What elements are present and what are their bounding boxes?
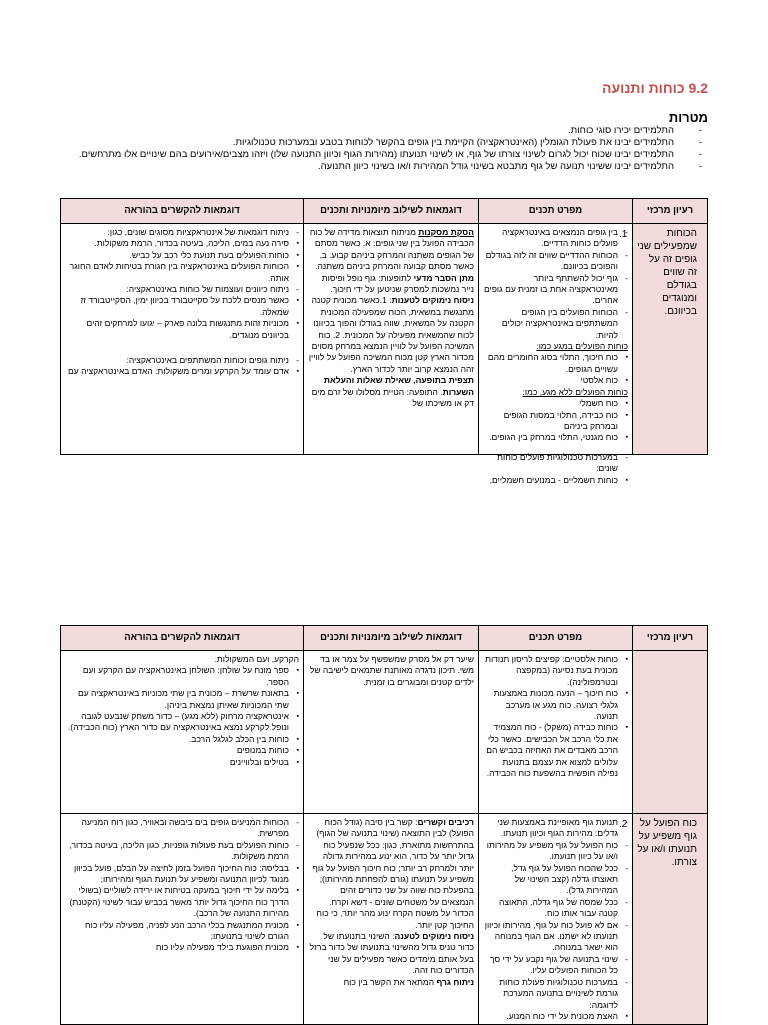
content-item: - ככל שהכוח הפועל על גוף גדל, תאוצתו גדלה (קצב השינוי של המהירות גדל). <box>483 863 628 897</box>
goal-item: - התלמידים יבינו שכוח יכול לגרום לשינוי צורתו של גוף, או לשינוי תנועתו (מהירות הגוף וכיוון התנועה שלו) ויזהו מצבים/אירועים בהם שינויים אלו מתרחשים. <box>58 149 708 161</box>
header-content: מפרט תכנים <box>479 626 633 651</box>
goal-item: - התלמידים יכירו סוגי כוחות. <box>58 125 708 137</box>
content-item: ▪ כוח אלסטי <box>483 375 628 386</box>
header-content: מפרט תכנים <box>479 199 633 224</box>
skills-cell <box>304 651 479 814</box>
context-item: ▪ הכוחות הפועלים באינטראקציה בין חגורת בטיחות לאדם החוגר אותה. <box>65 261 299 284</box>
context-item: - הכוחות המניעים גופים בים ביבשה ובאוויר, כגון רוח המניעה מפרשית. <box>65 817 299 840</box>
content-item: - הכוחות ההדדיים שווים זה לזה בגודלם והפוכים בכיוונם. <box>483 250 628 273</box>
skill-keyword: הסקת מסקנות <box>418 227 474 237</box>
content-item: - כוח הפועל על גוף משפיע על מהירותו ו/או על כיוון תנועתו. <box>483 840 628 863</box>
header-contexts: דוגמאות להקשרים בהוראה <box>61 199 304 224</box>
content-cell <box>479 814 633 1025</box>
header-contexts: דוגמאות להקשרים בהוראה <box>61 626 304 651</box>
context-item: ▪ מכוניות זהות מתנגשות בלונה פארק – יגועו למרחקים זהים בכיוונים מנוגדים. <box>65 318 299 341</box>
page-title: 9.2 כוחות ותנועה <box>602 80 708 96</box>
content-item: - הכוחות הפועלים בין הגופים המשתתפים באינטראקציה יכולים להיות: <box>483 307 628 341</box>
context-item: הקרקע, ועם המשקולות. <box>214 654 299 664</box>
content-item: - במערכות טכנולוגיות פעולת כוחות גורמת לשינויים בתנועה המערכת לדוגמה: <box>483 977 628 1011</box>
content-item: ▪ כוחות חשמליים - במנועים חשמליים, <box>483 475 628 486</box>
header-idea: רעיון מרכזי <box>633 199 708 224</box>
content-item: - שינוי בתנועה של גוף נקבע על ידי סך כל הכוחות הפועלים עליו. <box>483 954 628 977</box>
context-item: - ניתוח גופים וכוחות המשתתפים באינטראקציה: <box>65 355 299 366</box>
context-item: ▪ מכונית המתנגשת בכלי הרכב הנע לפניה, מפעילה עליו כוח הגורם לשינוי בתנועתו; <box>65 920 299 943</box>
goals-list <box>58 125 708 173</box>
skill-keyword: רכיבים וקשרים <box>417 817 474 827</box>
content-item: - ככל שמסה של גוף גדלה, התאוצה קטנה עבור אותו כוח. <box>483 897 628 920</box>
context-item: ▪ בתאונת שרשרת – מכונית בין שתי מכוניות באינטראקציה עם שתי המכוניות שאיתן נמצאת ביניהן. <box>65 688 299 711</box>
content-item: ▪ כוח חיכוך – הנעה מכונות באמצעות גלגלי רצועה. כוח מגע או מערכב תנועה. <box>483 688 628 722</box>
context-item: ▪ אדם עומד על הקרקע ומרים משקולות: האדם באינטראקציה עם <box>65 366 299 377</box>
idea-text: הכוחות שמפעילים שני גופים זה על זה שווים בגודלם ומנוגדים בכיוונם. <box>637 228 697 317</box>
skill-keyword: ניסוח נימוקים לטענה <box>394 931 474 942</box>
curriculum-table-1 <box>60 198 708 485</box>
skill-text: . התופעה: הטיית מסלולו של זרם מים דק או משיכתו של <box>311 386 474 409</box>
skill-keyword: מתן הסבר מדעי <box>413 272 474 283</box>
context-item: ▪ מכונית הפוגעת בילד מפעילה עליו כוח <box>65 942 299 953</box>
skill-text: : קשר בין סיבה (גודל הכוח הפועל) לבין התוצאה (שינוי בתנועה של הגוף) בהתרחשות מתוארת, כגון: ככל שנפעיל כוח גדול יותר על כדור, הוא ינוע במהירות גדולה יותר ולמרחק רב יותר; כוח חיכוך הפועל על גוף משפיע על תנועתו (גורם להפחתת מהירותו); בהפעלת כוח שווה על שני כדורים זהים הנמצאים על משטחים שונים - דשא וקרח. הכדור על משטח הקרח ינוע מהר יותר, כי כוח החיכוך קטן יותר. <box>312 817 474 930</box>
idea-cell <box>619 224 708 455</box>
context-item: ▪ כוחות במנופים <box>65 745 299 756</box>
contexts-cell <box>61 651 304 814</box>
contact-heading: כוחות הפועלים במגע כמו: <box>536 341 628 352</box>
content-item: ▪ כוח חיכוך, התלוי בסוג החומרים מהם עשויים הגופים. <box>483 352 628 375</box>
skill-text: לתופעות: גוף נופל ופיסות נייר נמשכות למסרק שניטען על ידי חיכוך. <box>321 272 474 295</box>
content-item: ▪ כוח כבידה, התלוי במסות הגופים ובמרחק ביניהם <box>483 410 628 433</box>
skill-text: : השינוי בתנועתו של כדור טניס גדול מהשינוי בתנועתו של כדור ברזל בעל אותם מימדים כאשר מפעילים על שני הכדורים כוח זהה. <box>309 931 474 976</box>
idea-text: כוח הפועל על גוף משפיע על תנועתו ו/או על צורתו. <box>637 818 697 868</box>
goals-heading: מטרות <box>668 110 708 125</box>
context-item: ▪ בטילים ובלוויינים <box>65 757 299 768</box>
content-item: - גוף יכול להשתתף ביותר מאינטראקציה אחת בו זמנית עם גופים אחרים. <box>483 273 628 307</box>
contexts-cell <box>61 814 304 1025</box>
context-item: ▪ כוחות בין הכלב לגלגל הרכב. <box>65 734 299 745</box>
contexts-cell <box>61 224 304 455</box>
skills-cell <box>304 224 479 455</box>
content-cell <box>479 224 633 485</box>
skill-keyword: תצפית בתופעה, שאילת שאלות והעלאת השערות <box>323 375 474 397</box>
content-item: ▪ כוח מגנטי, התלוי במרחק בין הגופים. <box>483 432 628 443</box>
header-skills: דוגמאות לשילוב מיומנויות ותכנים <box>304 626 479 651</box>
row-number: 2. <box>619 819 628 830</box>
skill-keyword: ניסוח נימוקים לטענות <box>391 295 474 306</box>
row-number: 1. <box>619 229 628 240</box>
content-item: ▪ כוחות אלסטיים: קפיצים לריסון תנודות מכונית בעת נסיעה (במקפצה ובטרמפולינה). <box>483 654 628 688</box>
idea-cell <box>633 651 708 814</box>
context-item: ▪ בלימה על ידי חיכוך במעקה בטיחות או ירידה לשוליים (בשולי הדרך כוח החיכוך גדול יותר מאשר בכביש עבור לשינוי (הקטנת) מהירות התנועה של הרכב). <box>65 885 299 919</box>
context-item: ▪ בבליסה: כוח החיכוך הפועל בזמן לחיצה על הבלם, פועל בכיוון מנוגד לכיוון התנועה ומשפיע על תנועת הגוף ומהירותו; <box>65 863 299 886</box>
curriculum-table-2 <box>60 625 708 1025</box>
noncontact-heading: כוחות הפועלים ללא מגע, כמו: <box>522 386 628 397</box>
idea-cell <box>619 814 708 1025</box>
context-item: - ניתוח כיוונים ועוצמות של כוחות באינטראקציה: <box>65 284 299 295</box>
content-cell <box>479 651 633 814</box>
skill-text: : 1.כאשר מכונית קטנה מתנגשת במשאית, הכוח שמפעילה המכונית הקטנה על המשאית, שווה בגודלו והפוך בכיוונו לכוח שהמשאית מפעילה על המכונית. 2. כוח המשיכה הפועל על לוויין הנמצא במרחק מסוים מכדור הארץ קטן מכוח המשיכה הפועל על לוויין זהה הנמצא קרוב יותר לכדור הארץ. <box>308 295 474 374</box>
content-item: - בין גופים הנמצאים באינטראקציה פועלים כוחות הדדיים. <box>483 227 628 250</box>
context-item: ▪ אינטראקציה מרחוק (ללא מגע) – כדור משחק שנבעט לגובה ונופל לקרקע נמצא באינטראקציה עם כדור הארץ (כוח הכבידה). <box>65 711 299 734</box>
skill-keyword: ניתוח גרף <box>436 976 474 987</box>
content-item: - תנועת גוף מאופיינת באמצעות שני גדלים: מהירות הגוף וכיוון תנועתו. <box>483 817 628 840</box>
context-item: - ניתוח דוגמאות של אינטראקציות מסוגים שונים, כגון: <box>65 227 299 238</box>
header-idea: רעיון מרכזי <box>633 626 708 651</box>
context-item: ▪ סירה נעה במים, הליכה, בעיטה בכדור, הרמת משקולות. <box>65 238 299 249</box>
skill-text: המתאר את הקשר בין כוח <box>343 976 437 987</box>
skill-text: מניתוח תוצאות מדידה של כוח הכבידה הפועל בין שני גופים: א. כאשר מסתם של הגופים משתנה והמרחק ביניהם קבוע. ב. כאשר מסתם קבועה והמרחק ביניהם משתנה. <box>309 227 474 272</box>
skill-text: שיער דק אל מסרק שמשפשף על צמר או בד משי. תיכון נדגדה מאותנת שתמאים לישיבה של ילדים קטנים ומבוגרים בו זמנית. <box>309 654 474 687</box>
content-item: - אם לא פועל כוח על גוף, מהירותו וכיוון תנועתו לא ישתנו. אם הגוף במנוחה הוא ישאר במנוחה. <box>483 920 628 954</box>
skills-cell <box>304 814 479 1025</box>
context-item: - כוחות הפועלים בעת פעולות גופניות, כגון הליכה, בעיטה בכדור, הרמת משקולות. <box>65 840 299 863</box>
content-item: ▪ כוחות כבידה (משקל) - כוח המצמיד את כלי הרכב אל הכבישים. כאשר כלי הרכב מאבדים את האחיזה בכביש הם עלולים למצוא את עצמם בתנועת נפילה חופשית בהשפעת כוח הכבידה. <box>483 722 628 779</box>
goal-item: - התלמידים יבינו ששינוי תנועה של גוף מתבטא בשינוי גודל המהירות ו/או בשינוי כיוון התנועה. <box>58 161 708 173</box>
content-item: ▪ האצת מכונית על ידי כוח המנוע. <box>483 1011 628 1022</box>
content-item: - במערכות טכנולוגיות פועלים כוחות שונים: <box>483 452 628 475</box>
content-item: ▪ כוח חשמלי <box>483 398 628 409</box>
context-item: ▪ כוחות הפועלים בעת תנועת כלי רכב על כביש. <box>65 250 299 261</box>
context-item: ▪ ספר מונח על שולחן: השולחן באינטראקציה עם הקרקע ועם הספר. <box>65 665 299 688</box>
goal-item: - התלמידים יבינו את פעולת הגומלין (האינטראקציה) הקיימת בין גופים בהקשר לכוחות בטבע ובמערכות טכנולוגיות. <box>58 137 708 149</box>
context-item: ▪ כאשר מנסים ללכת על סקייטבורד בכיוון ימין, הסקייטבורד זז שמאלה. <box>65 295 299 318</box>
header-skills: דוגמאות לשילוב מיומנויות ותכנים <box>304 199 479 224</box>
